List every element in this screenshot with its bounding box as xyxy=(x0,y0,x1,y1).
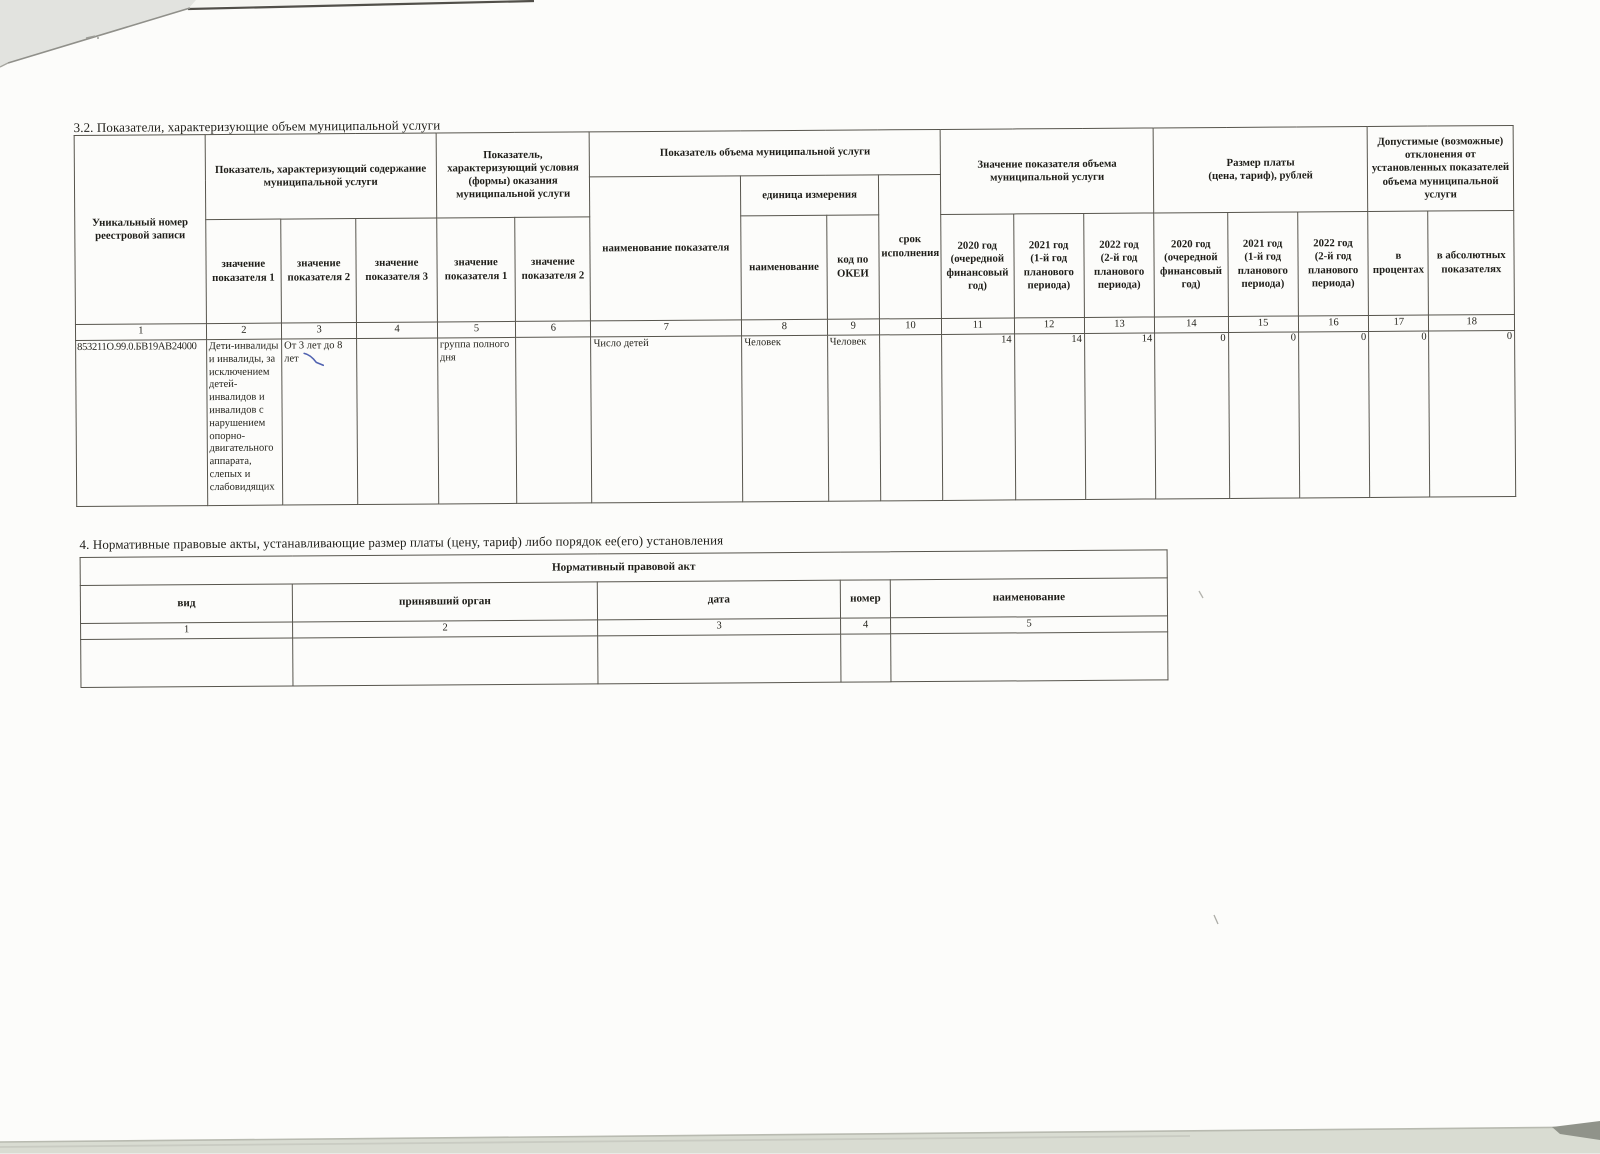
cell-authority xyxy=(293,636,598,686)
header-content-indicator-3: значение показателя 3 xyxy=(356,218,437,323)
section-4-title: 4. Нормативные правовые акты, устанавливающие размер платы (цену, тариф) либо порядок ее(его) установления xyxy=(79,532,724,552)
header-date: дата xyxy=(597,580,840,620)
header-price-2022: 2022 год (2-й год планового периода) xyxy=(1298,211,1369,315)
col-num-11: 11 xyxy=(942,318,1014,335)
cell-value-2021: 14 xyxy=(1014,333,1085,499)
cell-number xyxy=(841,634,891,682)
header-row-leaf xyxy=(75,210,1515,324)
col-num-14: 14 xyxy=(1155,316,1228,333)
header-value-2021: 2021 год (1-й год планового периода) xyxy=(1013,213,1084,317)
cell-condition-2 xyxy=(516,337,593,504)
header-group-deviation: Допустимые (возможные) отклонения от установленных показателей объема муниципальной услуги xyxy=(1367,125,1513,211)
t2-col-num-2: 2 xyxy=(293,620,598,638)
volume-indicators-table xyxy=(74,125,1517,507)
header-condition-indicator-1: значение показателя 1 xyxy=(436,217,515,322)
cell-price-2020: 0 xyxy=(1155,332,1230,499)
cell-content-1: Дети-инвалиды и инвалиды, за исключением детей-инвалидов и инвалидов с нарушением опорно-двигательного аппарата, слепых и слабовидящих xyxy=(206,339,283,506)
col-num-8: 8 xyxy=(742,319,828,336)
col-num-15: 15 xyxy=(1228,316,1298,332)
t2-col-num-4: 4 xyxy=(841,618,891,634)
header-deviation-pct: в процентах xyxy=(1368,211,1429,315)
cell-date xyxy=(598,634,841,684)
cell-content-2 xyxy=(282,339,359,506)
cell-okei: Человек xyxy=(827,335,880,501)
col-num-7: 7 xyxy=(591,320,742,337)
legal-acts-empty-row xyxy=(81,632,1168,688)
col-num-4: 4 xyxy=(357,322,438,339)
col-num-6: 6 xyxy=(516,321,591,338)
header-unit-name: наименование xyxy=(741,215,827,320)
header-content-indicator-2: значение показателя 2 xyxy=(281,219,357,324)
col-num-16: 16 xyxy=(1298,315,1368,331)
header-authority: принявший орган xyxy=(292,582,597,622)
header-group-volume: Показатель объема муниципальной услуги xyxy=(590,129,941,176)
t2-col-num-5: 5 xyxy=(891,616,1168,634)
header-indicator-name: наименование показателя xyxy=(590,176,742,321)
legal-acts-table xyxy=(80,549,1169,687)
header-legal-act: Нормативный правовой акт xyxy=(80,550,1167,586)
header-unit-group: единица измерения xyxy=(741,175,879,216)
col-num-5: 5 xyxy=(437,321,515,338)
header-okei: код по ОКЕИ xyxy=(826,215,879,319)
header-group-conditions: Показатель, характеризующий условия (формы) оказания муниципальной услуги xyxy=(436,132,590,218)
col-num-10: 10 xyxy=(879,318,941,334)
col-num-2: 2 xyxy=(206,323,281,340)
header-name: наименование xyxy=(890,578,1167,618)
cell-deviation-abs: 0 xyxy=(1429,330,1516,497)
col-num-9: 9 xyxy=(827,319,879,335)
header-value-2022: 2022 год (2-й год планового периода) xyxy=(1084,213,1155,317)
header-term: срок исполнения xyxy=(878,174,941,318)
t2-col-num-3: 3 xyxy=(598,618,841,635)
cell-value-2022: 14 xyxy=(1084,333,1156,499)
cell-unit-name: Человек xyxy=(742,335,829,502)
handwritten-pen-mark xyxy=(302,351,326,367)
cell-term xyxy=(879,334,942,500)
header-condition-indicator-2: значение показателя 2 xyxy=(515,217,591,322)
header-kind: вид xyxy=(80,584,292,623)
section-3-2-title: 3.2. Показатели, характеризующие объем муниципальной услуги xyxy=(73,117,441,136)
cell-content-3 xyxy=(357,338,439,505)
header-content-indicator-1: значение показателя 1 xyxy=(205,219,281,324)
cell-content-2-text: От 3 лет до 8 лет xyxy=(284,340,343,365)
cell-kind xyxy=(81,638,293,687)
cell-name xyxy=(891,632,1168,682)
header-price-2020: 2020 год (очередной финансовый год) xyxy=(1154,212,1228,317)
cell-price-2022: 0 xyxy=(1298,331,1370,497)
col-num-3: 3 xyxy=(281,323,356,340)
header-group-content: Показатель, характеризующий содержание муниципальной услуги xyxy=(205,133,437,220)
header-number: номер xyxy=(840,580,890,618)
header-group-price: Размер платы (цена, тариф), рублей xyxy=(1153,126,1368,212)
table-row xyxy=(76,330,1516,506)
header-group-value: Значение показателя объема муниципальной услуги xyxy=(940,128,1154,214)
col-num-12: 12 xyxy=(1014,317,1084,333)
t2-col-num-1: 1 xyxy=(81,622,293,639)
cell-value-2020: 14 xyxy=(942,334,1016,501)
col-num-13: 13 xyxy=(1084,317,1154,333)
col-num-17: 17 xyxy=(1369,315,1429,331)
cell-deviation-pct: 0 xyxy=(1369,331,1430,497)
col-num-18: 18 xyxy=(1429,314,1515,331)
header-value-2020: 2020 год (очередной финансовый год) xyxy=(941,214,1014,319)
cell-price-2021: 0 xyxy=(1228,332,1299,498)
header-row-groups xyxy=(74,125,1513,180)
cell-reg-number: 853211О.99.0.БВ19АВ24000 xyxy=(76,340,208,507)
header-unique-number: Уникальный номер реестровой записи xyxy=(74,135,206,325)
cell-condition-1: группа полного дня xyxy=(437,337,517,504)
cell-indicator-name: Число детей xyxy=(591,336,743,503)
col-num-1: 1 xyxy=(75,324,206,341)
header-price-2021: 2021 год (1-й год планового периода) xyxy=(1227,212,1298,316)
header-deviation-abs: в абсолютных показателях xyxy=(1428,210,1514,315)
